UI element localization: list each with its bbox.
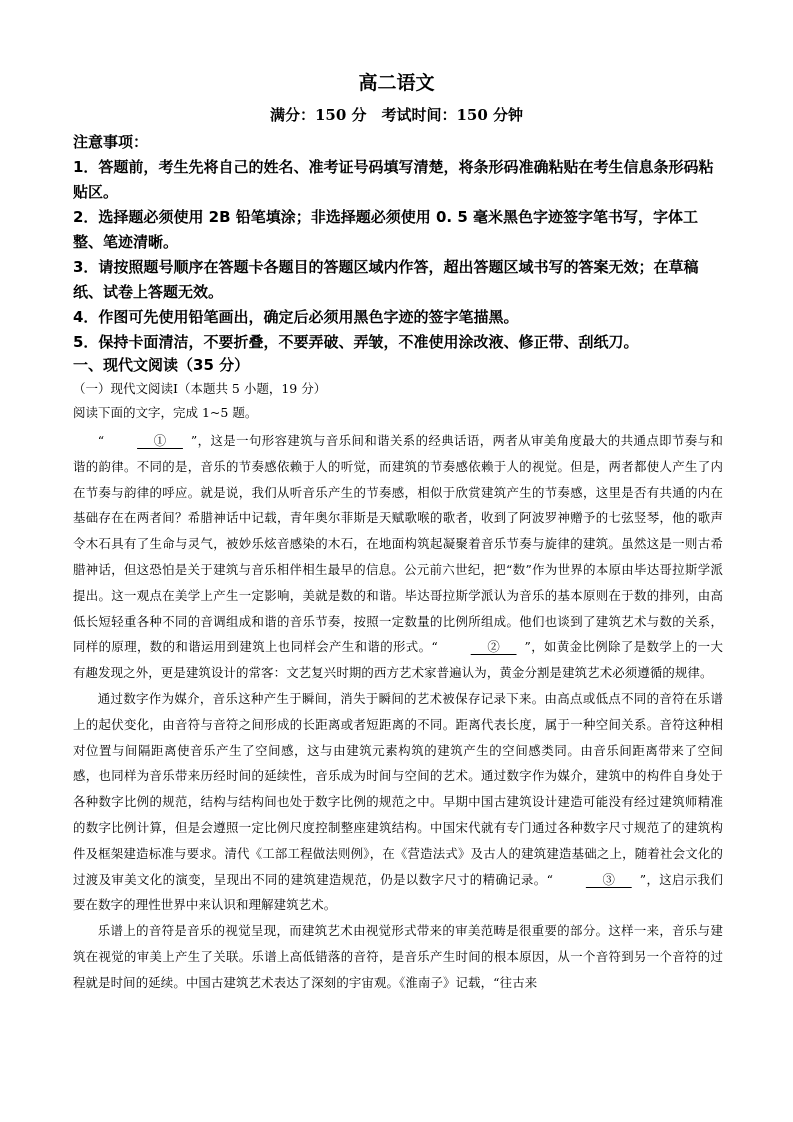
passage-text: “ xyxy=(97,433,105,448)
notes-heading: 注意事项： xyxy=(73,133,149,151)
note-item-2: 2．选择题必须使用 2B 铅笔填涂；非选择题必须使用 0. 5 毫米黑色字迹签字笔书写，字体工整、笔迹清晰。 xyxy=(73,208,698,251)
note-item-1: 1．答题前，考生先将自己的姓名、准考证号码填写清楚，将条形码准确粘贴在考生信息条形码粘贴区。 xyxy=(73,158,714,201)
notes-section xyxy=(73,130,723,355)
passage-paragraph-3: 乐谱上的音符是音乐的视觉呈现，而建筑艺术由视觉形式带来的审美范畴是很重要的部分。这样一来，音乐与建筑在视觉的审美上产生了关联。乐谱上高低错落的音符，是音乐产生时间的根本原因，从一个音符到另一个音符的过程就是时间的延续。中国古建筑艺术表达了深刻的宇宙观。《淮南子》记载，“往古来 xyxy=(73,923,723,990)
note-item-3: 3．请按照题号顺序在答题卡各题目的答题区域内作答，超出答题区域书写的答案无效；在草稿纸、试卷上答题无效。 xyxy=(73,258,699,301)
page-title: 高二语文 xyxy=(358,72,435,94)
passage-text: ”，这是一句形容建筑与音乐间和谐关系的经典话语，两者从审美角度最大的共通点即节奏与和谐的韵律。不同的是，音乐的节奏感依赖于人的听觉，而建筑的节奏感依赖于人的视觉。但是，两者都使人产生了内在节奏与韵律的呼应。就是说，我们从听音乐产生的节奏感，相似于欣赏建筑产生的节奏感，这里是否有共通的内在基础存在在两者间？希腊神话中记载，青年奥尔菲斯是天赋歌喉的歌者，收到了阿波罗神赠予的七弦竖琴，他的歌声令木石具有了生命与灵气，被妙乐炫音感染的木石，在地面构筑起凝聚着音乐节奏与旋律的建筑。虽然这是一则古希腊神话，但这恐怕是关于建筑与音乐相伴相生最早的信息。公元前六世纪，把“数”作为世界的本原由毕达哥拉斯学派提出。这一观点在美学上产生一定影响，美就是数的和谐。毕达哥拉斯学派认为音乐的基本原则在于数的排列，由高低长短轻重各种不同的音调组成和谐的音乐节奏，按照一定数量的比例所组成。他们也谈到了建筑艺术与数的关系，同样的原理，数的和谐运用到建筑上也同样会产生和谐的形式。“ xyxy=(73,433,723,655)
passage-text: ”，如黄金比例除了是数学上的一大有趣发现之外，更是建筑设计的常客：文艺复兴时期的西方艺术家普遍认为，黄金分割是建筑艺术必须遵循的规律。 xyxy=(73,639,724,681)
exam-info: 满分：150 分 考试时间：150 分钟 xyxy=(269,106,524,124)
blank-3: ③ xyxy=(585,871,632,887)
passage-text: ”，这启示我们要在数字的理性世界中来认识和理解建筑艺术。 xyxy=(73,871,723,913)
reading-passage xyxy=(73,428,723,996)
part-heading: （一）现代文阅读Ⅰ（本题共 5 小题，19 分） xyxy=(73,381,327,396)
blank-1: ① xyxy=(137,433,183,448)
note-item-4: 4．作图可先使用铅笔画出，确定后必须用黑色字迹的签字笔描黑。 xyxy=(73,308,519,326)
passage-paragraph-2 xyxy=(73,686,723,918)
reading-instruction: 阅读下面的文字，完成 1~5 题。 xyxy=(73,405,258,420)
passage-text: 通过数字作为媒介，音乐这种产生于瞬间，消失于瞬间的艺术被保存记录下来。由高点或低点不同的音符在乐谱上的起伏变化，由音符与音符之间形成的长距离或者短距离的不同。距离代表长度，属于一种空间关系。音符这种相对位置与间隔距离使音乐产生了空间感，这与由建筑元素构筑的建筑产生的空间感类同。由音乐间距离带来了空间感，也同样为音乐带来历经时间的延续性，音乐成为时间与空间的艺术。通过数字作为媒介，建筑中的构件自身处于各种数字比例的规范，结构与结构间也处于数字比例的规范之中。早期中国古建筑设计建造可能没有经过建筑师精准的数字比例计算，但是会遵照一定比例尺度控制整座建筑结构。中国宋代就有专门通过各种数字尺寸规范了的建筑构件及框架建造标准与要求。清代《工部工程做法则例》，在《营造法式》及古人的建筑建造基础之上，随着社会文化的过渡及审美文化的演变，呈现出不同的建筑建造规范，仍是以数字尺寸的精确记录。“ xyxy=(73,690,723,887)
section-heading: 一、现代文阅读（35 分） xyxy=(73,356,250,374)
note-item-5: 5．保持卡面清洁，不要折叠，不要弄破、弄皱，不准使用涂改液、修正带、刮纸刀。 xyxy=(73,333,639,351)
passage-paragraph-1 xyxy=(73,428,723,686)
blank-2: ② xyxy=(470,639,517,655)
